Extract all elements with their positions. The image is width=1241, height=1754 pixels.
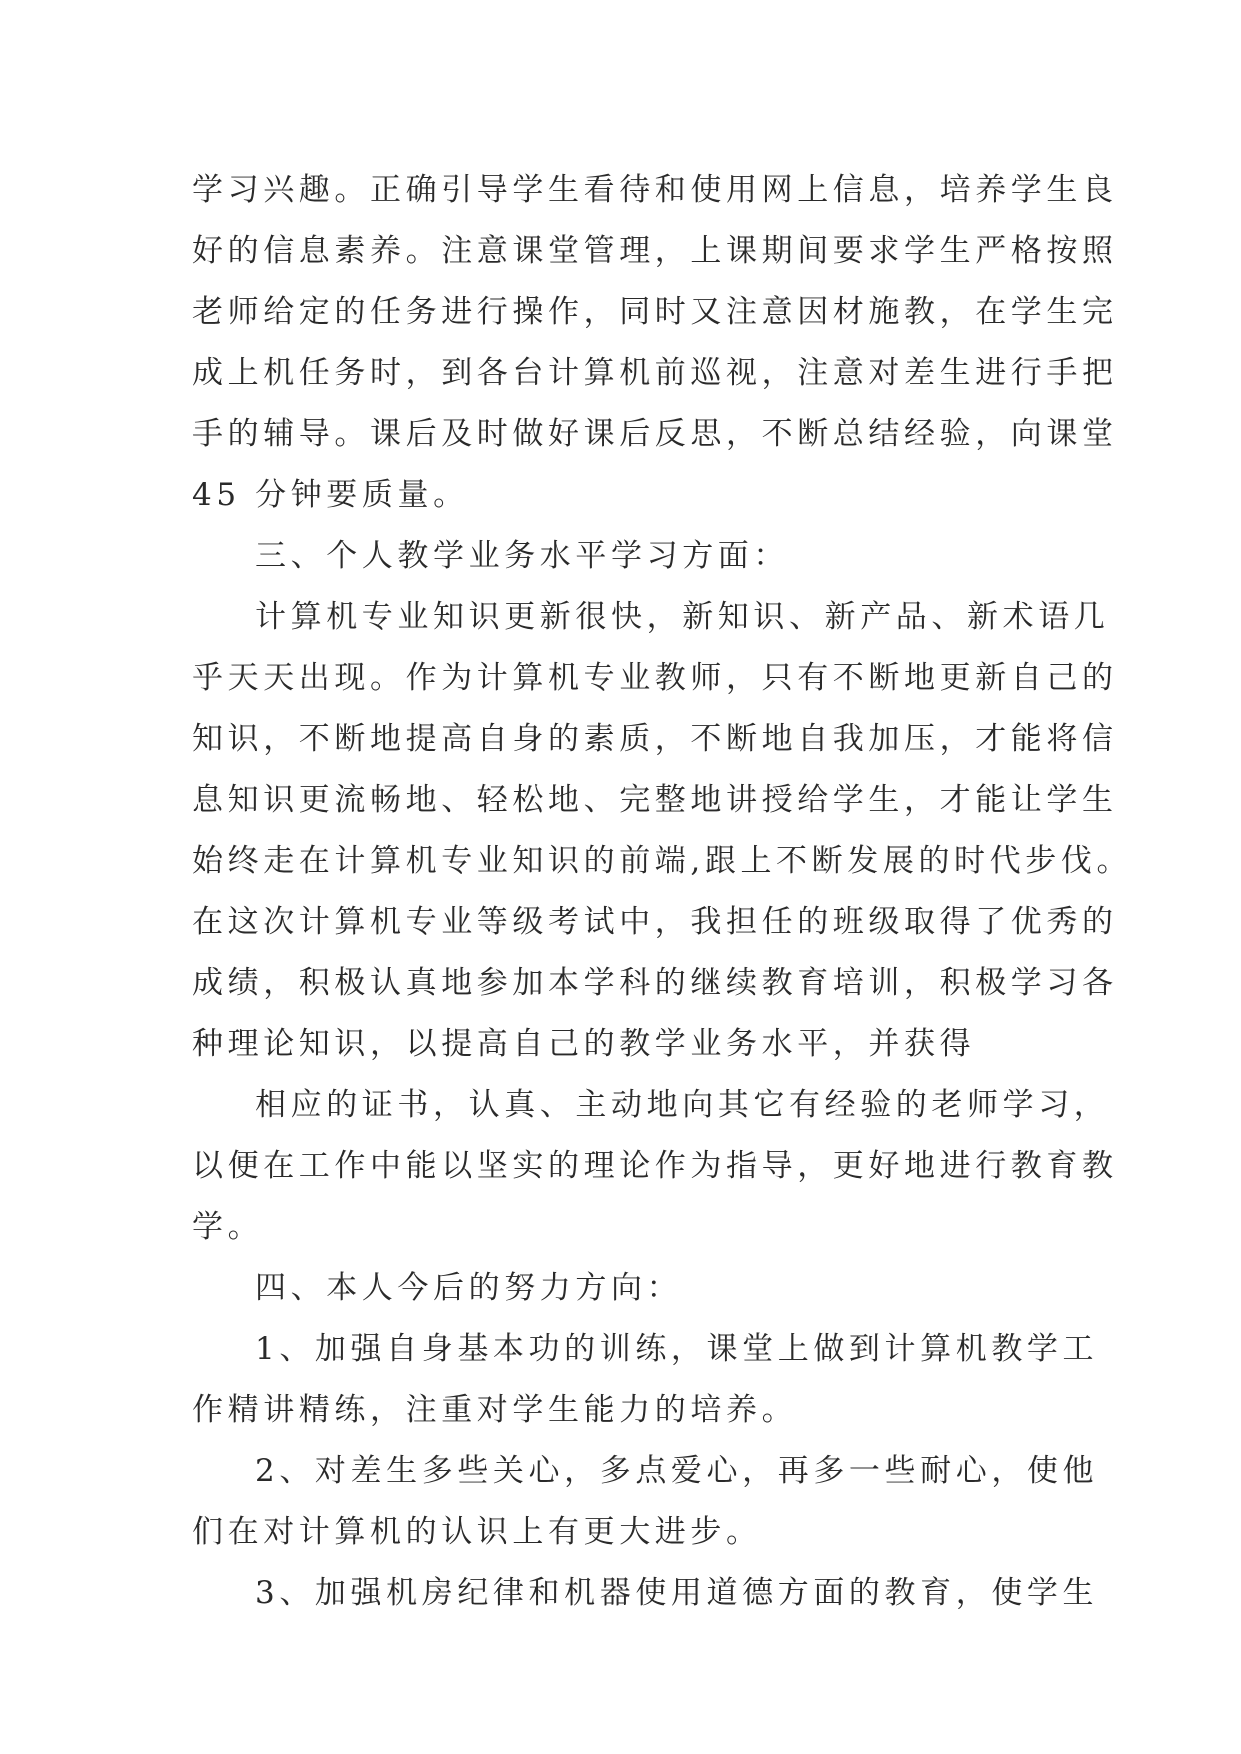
text-line: 们在对计算机的认识上有更大进步。 (192, 1514, 762, 1550)
text-line: 成绩，积极认真地参加本学科的继续教育培训，积极学习各 (192, 965, 1118, 1001)
text-line: 学习兴趣。正确引导学生看待和使用网上信息，培养学生良 (192, 172, 1118, 208)
text-line: 知识，不断地提高自身的素质，不断地自我加压，才能将信 (192, 721, 1118, 757)
text-line: 学。 (192, 1209, 264, 1245)
section-heading-3: 三、个人教学业务水平学习方面： (255, 538, 789, 574)
section-heading-4: 四、本人今后的努力方向： (255, 1270, 683, 1306)
text-line: 老师给定的任务进行操作，同时又注意因材施教，在学生完 (192, 294, 1118, 330)
text-line: 始终走在计算机专业知识的前端,跟上不断发展的时代步伐。 (192, 843, 1133, 879)
document-body (192, 160, 1133, 1624)
text-line: 以便在工作中能以坚实的理论作为指导，更好地进行教育教 (192, 1148, 1118, 1184)
text-line: 在这次计算机专业等级考试中，我担任的班级取得了优秀的 (192, 904, 1118, 940)
text-line: 种理论知识，以提高自己的教学业务水平，并获得 (192, 1026, 976, 1062)
text-line: 作精讲精练，注重对学生能力的培养。 (192, 1392, 798, 1428)
list-item-3: 3、加强机房纪律和机器使用道德方面的教育，使学生 (255, 1575, 1099, 1611)
list-item-1: 1、加强自身基本功的训练，课堂上做到计算机教学工 (255, 1331, 1099, 1367)
list-item-2: 2、对差生多些关心，多点爱心，再多一些耐心，使他 (255, 1453, 1099, 1489)
text-line: 息知识更流畅地、轻松地、完整地讲授给学生，才能让学生 (192, 782, 1118, 818)
text-line: 45 分钟要质量。 (192, 477, 469, 513)
text-line: 成上机任务时，到各台计算机前巡视，注意对差生进行手把 (192, 355, 1118, 391)
text-line: 手的辅导。课后及时做好课后反思，不断总结经验，向课堂 (192, 416, 1118, 452)
text-line: 好的信息素养。注意课堂管理，上课期间要求学生严格按照 (192, 233, 1118, 269)
text-line: 计算机专业知识更新很快，新知识、新产品、新术语几 (255, 599, 1110, 635)
text-line: 乎天天出现。作为计算机专业教师，只有不断地更新自己的 (192, 660, 1118, 696)
text-line: 相应的证书，认真、主动地向其它有经验的老师学习， (255, 1087, 1110, 1123)
